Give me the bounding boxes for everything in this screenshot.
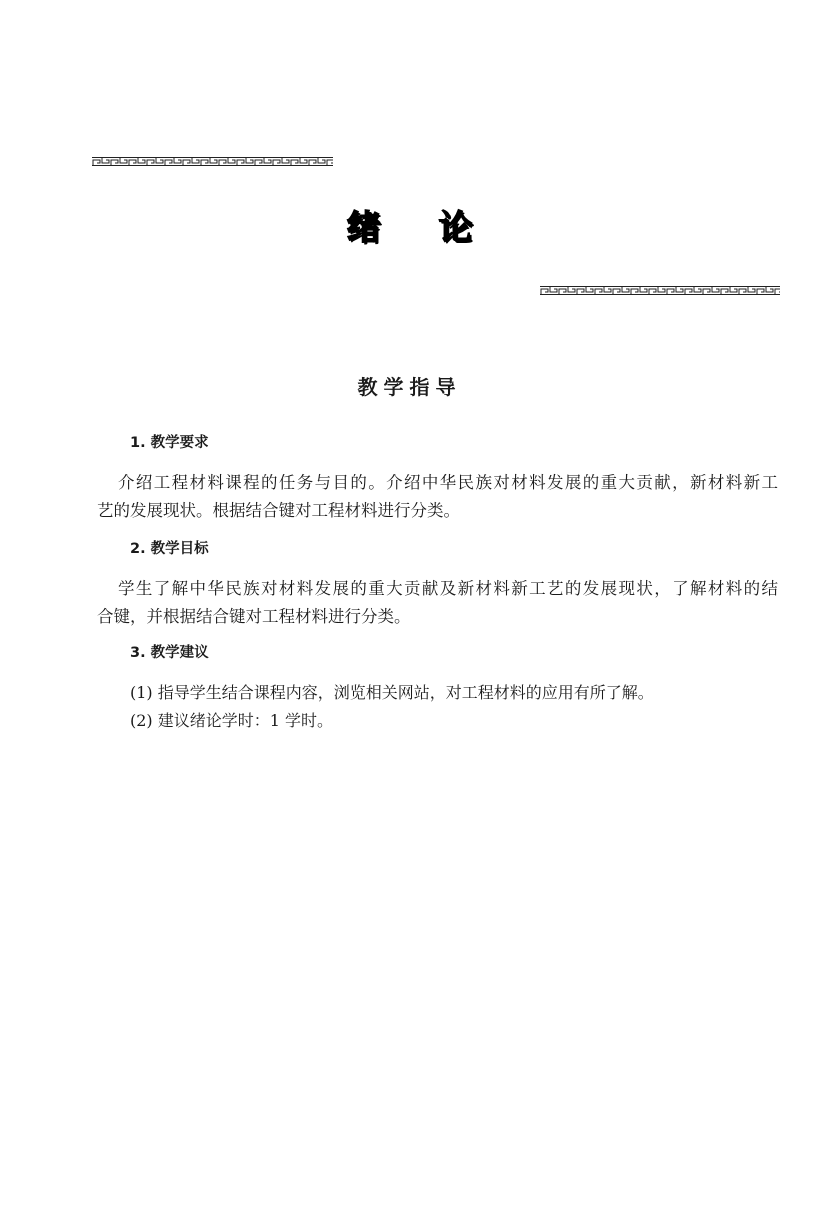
decorative-border-top (92, 157, 333, 166)
paragraph-line: 学生了解中华民族对材料发展的重大贡献及新材料新工艺的发展现状，了解材料的结 (118, 579, 778, 598)
heading-suggestions: 3. 教学建议 (130, 645, 209, 661)
heading-objectives: 2. 教学目标 (130, 541, 209, 557)
heading-requirements: 1. 教学要求 (130, 435, 209, 451)
section-title: 教学指导 (357, 375, 462, 399)
list-item: (1) 指导学生结合课程内容，浏览相关网站，对工程材料的应用有所了解。 (130, 683, 654, 702)
list-item: (2) 建议绪论学时：1 学时。 (130, 711, 334, 730)
decorative-border-bottom (540, 286, 780, 295)
paragraph-line: 介绍工程材料课程的任务与目的。介绍中华民族对材料发展的重大贡献，新材料新工 (118, 473, 778, 492)
chapter-title-char: 论 (438, 208, 473, 248)
chapter-title-char: 绪 (346, 208, 381, 248)
chapter-title (0, 200, 819, 249)
paragraph-line: 合键，并根据结合键对工程材料进行分类。 (97, 607, 411, 626)
paragraph-line: 艺的发展现状。根据结合键对工程材料进行分类。 (97, 501, 460, 520)
